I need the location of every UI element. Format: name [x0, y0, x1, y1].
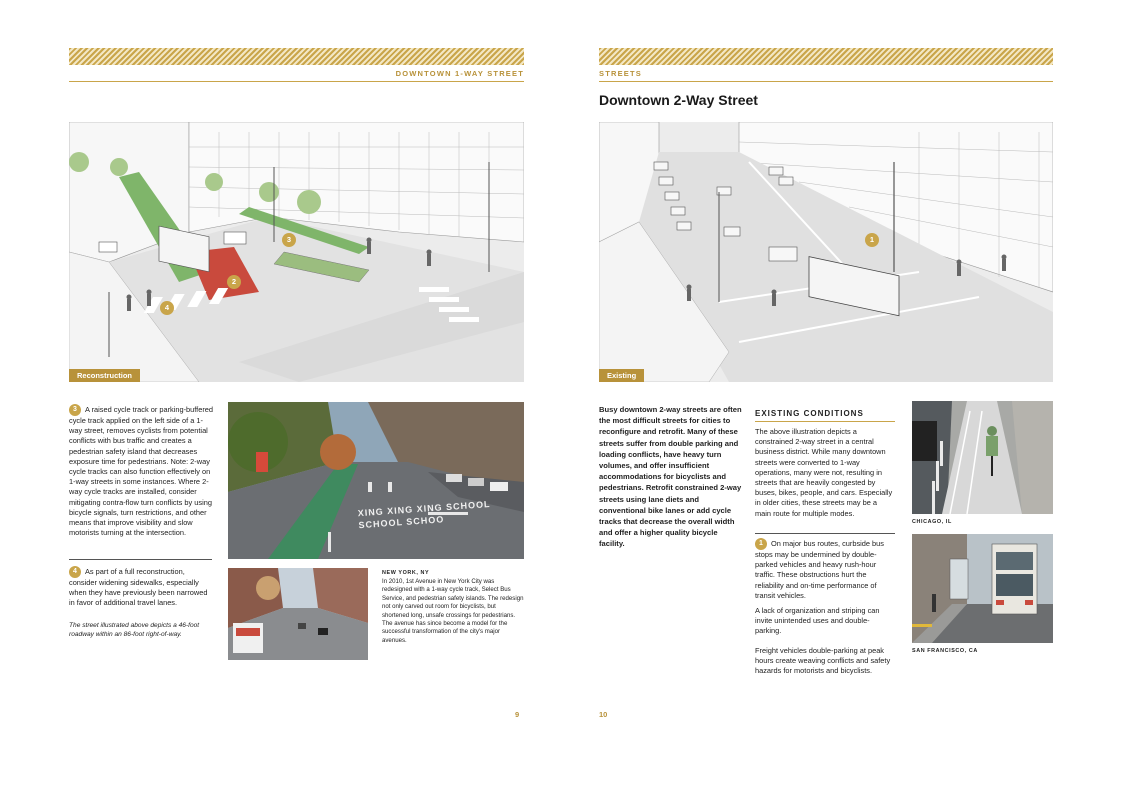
conditions-paragraph-1: The above illustration depicts a constrained 2-way street in a central business district. While many downtown streets were converted to 1-way operations, many were not, resulting in streets that are heavily congested by buses, bikes, people, and cars. Especially in older cities, these streets may be a main route for multiple modes.	[755, 427, 893, 518]
number-badge: 4	[69, 566, 81, 578]
item-3	[69, 404, 214, 538]
chicago-photo	[912, 401, 1053, 514]
street-scene-photo	[228, 568, 368, 660]
footnote: The street illustrated above depicts a 46-foot roadway within an 86-foot right-of-way.	[69, 622, 200, 638]
photo-caption-chicago: CHICAGO, IL	[912, 519, 952, 525]
caption-location: NEW YORK, NY	[382, 570, 430, 576]
marker-1: 1	[865, 233, 879, 247]
existing-illustration	[599, 122, 1053, 382]
first-avenue-photo	[228, 402, 524, 559]
san-francisco-photo	[912, 534, 1053, 643]
marker-2: 2	[227, 275, 241, 289]
conditions-heading: EXISTING CONDITIONS	[755, 409, 864, 418]
conditions-rule	[755, 421, 895, 422]
item-divider	[69, 559, 212, 560]
header-rule	[69, 81, 524, 82]
conditions-paragraph-2: A lack of organization and striping can invite unintended uses and double-parking.	[755, 606, 880, 636]
illustration-label: Reconstruction	[69, 369, 140, 382]
number-badge: 1	[755, 538, 767, 550]
photo-caption-san-francisco: SAN FRANCISCO, CA	[912, 648, 978, 654]
reconstruction-illustration	[69, 122, 524, 382]
road-marking-text: XING XING XING SCHOOL SCHOOL SCHOO	[357, 498, 491, 531]
left-page	[0, 0, 561, 794]
item-divider	[755, 533, 895, 534]
item-1	[755, 538, 893, 601]
item-1-text: On major bus routes, curbside bus stops may be undermined by double-parked vehicles and heavy rush-hour traffic. These obstructions hurt the reliability and on-time performance of transit vehicles.	[755, 538, 884, 600]
illustration-label: Existing	[599, 369, 644, 382]
conditions-paragraph-3: Freight vehicles double-parking at peak hours create weaving conflicts and safety hazards for motorists and bicyclists.	[755, 646, 891, 676]
header-rule	[599, 81, 1053, 82]
right-page	[562, 0, 1123, 794]
intro-paragraph: Busy downtown 2-way streets are often the most difficult streets for cities to reconfigure and retrofit. Many of these streets suffer from double parking and loading conflicts, have heavy turn volumes, and offer insufficient accommodations for bicyclists and pedestrians. Retrofit constrained 2-way streets using lane diets and conventional bike lanes or add cycle tracks that decrease the overall width and offer a higher quality bicycle facility.	[599, 405, 742, 549]
marker-3: 3	[282, 233, 296, 247]
item-4-text: As part of a full reconstruction, consider widening sidewalks, especially when they have previously been narrowed in favor of additional travel lanes.	[69, 566, 208, 608]
page-number: 9	[515, 710, 520, 719]
page-number: 10	[599, 710, 608, 719]
photo-caption: In 2010, 1st Avenue in New York City was redesigned with a 1-way cycle track, Select Bus Service, and pedestrian safety islands. The redesign not only carved out room for bicyclists, but shortened long, unsafe crossings for pedestrians. The avenue has since become a model for the successful transformation of the city's major avenues.	[382, 578, 524, 644]
section-tag: STREETS	[599, 69, 642, 78]
number-badge: 3	[69, 404, 81, 416]
header-hatch-bar	[69, 48, 524, 65]
header-hatch-bar	[599, 48, 1053, 65]
item-3-text: A raised cycle track or parking-buffered cycle track applied on the left side of a 1-way street, removes cyclists from potential conflicts with bus traffic and creates a pedestrian safety island that decreases exposure time for pedestrians. Note: 2-way cycle tracks can also function effectively on 1-way streets in some instances. Where 2-way cycle tracks are installed, consider mitigating contra-flow turn conflicts by using bicycle signals, turn restrictions, and other means that improve visibility and slow motorists turning at the intersection.	[69, 404, 214, 538]
page-title: Downtown 2-Way Street	[599, 92, 758, 108]
item-4	[69, 566, 214, 609]
marker-4: 4	[160, 301, 174, 315]
section-tag: DOWNTOWN 1-WAY STREET	[395, 69, 524, 78]
